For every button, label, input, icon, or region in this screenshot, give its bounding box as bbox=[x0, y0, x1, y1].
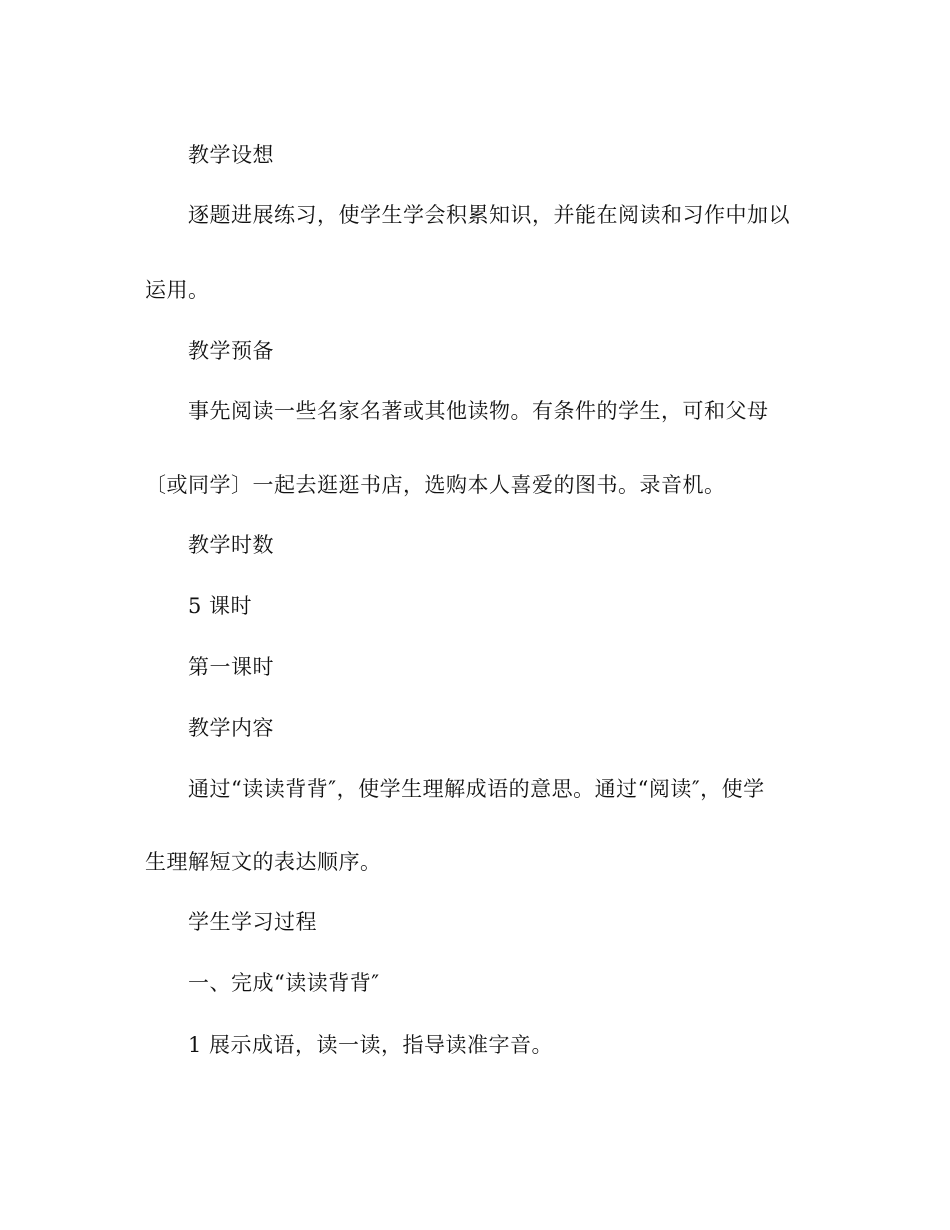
paragraph-preparation-line-2: 〔或同学〕一起去逛逛书店，选购本人喜爱的图书。录音机。 bbox=[145, 473, 726, 497]
text-class-hours: 5 课时 bbox=[188, 594, 253, 618]
heading-teaching-content: 教学内容 bbox=[188, 716, 274, 740]
paragraph-teaching-idea-line-1: 逐题进展练习，使学生学会积累知识，并能在阅读和习作中加以 bbox=[188, 203, 790, 227]
heading-teaching-hours: 教学时数 bbox=[188, 533, 274, 557]
heading-step-one: 一、完成“读读背背″ bbox=[188, 971, 380, 995]
paragraph-teaching-idea-line-2: 运用。 bbox=[145, 278, 210, 302]
heading-teaching-idea: 教学设想 bbox=[188, 143, 274, 167]
heading-teaching-preparation: 教学预备 bbox=[188, 339, 274, 363]
paragraph-preparation-line-1: 事先阅读一些名家名著或其他读物。有条件的学生，可和父母 bbox=[188, 399, 769, 423]
text-step-one-item-1: 1 展示成语，读一读，指导读准字音。 bbox=[188, 1033, 554, 1057]
paragraph-content-line-1: 通过“读读背背″，使学生理解成语的意思。通过“阅读″，使学 bbox=[188, 777, 765, 801]
heading-learning-process: 学生学习过程 bbox=[188, 910, 317, 934]
heading-first-lesson: 第一课时 bbox=[188, 655, 274, 679]
paragraph-content-line-2: 生理解短文的表达顺序。 bbox=[145, 850, 382, 874]
